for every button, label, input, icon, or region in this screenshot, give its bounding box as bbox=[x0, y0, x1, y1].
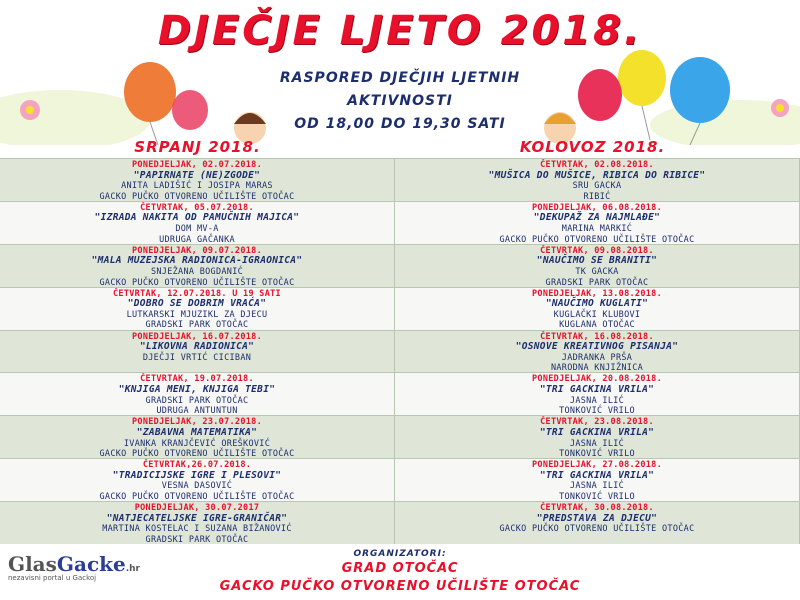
event-location: TONKOVIĆ VRILO bbox=[559, 449, 635, 459]
event-host: MARINA MARKIĆ bbox=[561, 224, 633, 235]
event-location: GRADSKI PARK OTOČAC bbox=[145, 320, 249, 330]
event-host: JASNA ILIĆ bbox=[569, 395, 625, 406]
table-row bbox=[0, 415, 800, 458]
event-title: "DEKUPAŽ ZA NAJMLAĐE" bbox=[533, 212, 661, 224]
event-location: KUGLANA OTOČAC bbox=[559, 320, 635, 330]
event-date: PONEDJELJAK, 23.07.2018. bbox=[131, 417, 263, 428]
event-host: DJEČJI VRTIĆ CICIBAN bbox=[142, 352, 252, 363]
event-date: ČETVRTAK, 30.08.2018. bbox=[540, 503, 654, 514]
logo-domain: .hr bbox=[125, 564, 140, 574]
organizer-2: GACKO PUČKO OTVORENO UČILIŠTE OTOČAC bbox=[219, 579, 581, 594]
event-title: "IZRADA NAKITA OD PAMUČNIH MAJICA" bbox=[94, 212, 300, 224]
event-location: GACKO PUČKO OTVORENO UČILIŠTE OTOČAC bbox=[99, 492, 295, 502]
organizers-label: ORGANIZATORI: bbox=[353, 549, 447, 559]
subtitle-line-3: OD 18,00 DO 19,30 SATI bbox=[294, 116, 506, 132]
event-host: IVANKA KRANJČEVIĆ OREŠKOVIĆ bbox=[123, 438, 271, 449]
event-host: MARTINA KOSTELAC I SUZANA BIŽANOVIĆ bbox=[102, 524, 292, 535]
site-logo[interactable] bbox=[8, 552, 138, 596]
july-event-cell bbox=[0, 201, 395, 244]
event-date: ČETVRTAK, 12.07.2018. U 19 SATI bbox=[113, 288, 281, 299]
event-title: "TRI GACKINA VRILA" bbox=[539, 469, 655, 481]
event-location: UDRUGA GAČANKA bbox=[159, 234, 235, 244]
page-title: DJEČJE LJETO 2018. bbox=[157, 8, 643, 54]
event-title: "PAPIRNATE (NE)ZGODE" bbox=[133, 169, 261, 181]
month-header-august: KOLOVOZ 2018. bbox=[519, 138, 666, 156]
event-date: PONEDJELJAK, 30.07.2017 bbox=[134, 503, 260, 514]
august-event-cell bbox=[395, 158, 800, 201]
event-date: PONEDJELJAK, 06.08.2018. bbox=[531, 202, 663, 213]
event-host: SNJEŽANA BOGDANIĆ bbox=[150, 266, 244, 277]
table-row bbox=[0, 201, 800, 244]
month-header-july: SRPANJ 2018. bbox=[134, 138, 261, 156]
table-row bbox=[0, 501, 800, 544]
event-date: PONEDJELJAK, 16.07.2018. bbox=[131, 331, 263, 342]
event-title: "ZABAVNA MATEMATIKA" bbox=[136, 426, 258, 438]
event-host: SRU GACKA bbox=[572, 181, 622, 192]
logo-part-2: Gacke bbox=[56, 552, 126, 576]
event-date: PONEDJELJAK, 09.07.2018. bbox=[131, 245, 263, 256]
table-row bbox=[0, 458, 800, 501]
event-date: PONEDJELJAK, 20.08.2018. bbox=[531, 374, 663, 385]
table-row bbox=[0, 244, 800, 287]
event-host: LUTKARSKI MJUZIKL ZA DJECU bbox=[126, 309, 268, 320]
event-title: "TRI GACKINA VRILA" bbox=[539, 426, 655, 438]
event-date: PONEDJELJAK, 02.07.2018. bbox=[131, 160, 263, 170]
august-event-cell bbox=[395, 415, 800, 458]
july-event-cell bbox=[0, 244, 395, 287]
event-host: VESNA DASOVIĆ bbox=[161, 481, 233, 492]
event-title: "NAUČIMO KUGLATI" bbox=[545, 298, 649, 310]
event-title: "PREDSTAVA ZA DJECU" bbox=[536, 512, 658, 524]
event-host: JASNA ILIĆ bbox=[569, 481, 625, 492]
event-host: GACKO PUČKO OTVORENO UČILIŠTE OTOČAC bbox=[499, 524, 695, 535]
july-event-cell bbox=[0, 458, 395, 501]
event-date: ČETVRTAK, 09.08.2018. bbox=[540, 245, 654, 256]
event-title: "KNJIGA MENI, KNJIGA TEBI" bbox=[118, 384, 276, 396]
subtitle-line-2: AKTIVNOSTI bbox=[347, 93, 453, 109]
event-date: ČETVRTAK, 02.08.2018. bbox=[540, 160, 654, 170]
event-date: ČETVRTAK,26.07.2018. bbox=[142, 460, 252, 471]
month-headers bbox=[0, 138, 800, 158]
event-date: PONEDJELJAK, 13.08.2018. bbox=[531, 288, 663, 299]
event-date: ČETVRTAK, 19.07.2018. bbox=[140, 374, 254, 385]
logo-tagline: nezavisni portal u Gackoj bbox=[8, 574, 97, 582]
event-location: NARODNA KNJIŽNICA bbox=[550, 363, 644, 373]
event-host: JADRANKA PRŠA bbox=[561, 352, 633, 363]
event-host: KUGLAČKI KLUBOVI bbox=[553, 309, 641, 320]
july-event-cell bbox=[0, 158, 395, 201]
event-host: TK GACKA bbox=[575, 266, 619, 277]
event-location: GACKO PUČKO OTVORENO UČILIŠTE OTOČAC bbox=[99, 191, 295, 201]
july-event-cell bbox=[0, 501, 395, 544]
event-host: JASNA ILIĆ bbox=[569, 438, 625, 449]
event-title: "DOBRO SE DOBRIM VRAĆA" bbox=[127, 298, 267, 310]
event-location: RIBIĆ bbox=[583, 191, 611, 201]
august-event-cell bbox=[395, 501, 800, 544]
event-location: GRADSKI PARK OTOČAC bbox=[145, 534, 249, 544]
july-event-cell bbox=[0, 287, 395, 330]
event-location: TONKOVIĆ VRILO bbox=[559, 406, 635, 416]
event-title: "TRI GACKINA VRILA" bbox=[539, 384, 655, 396]
logo-part-1: Glas bbox=[8, 552, 57, 576]
event-title: "NATJECATELJSKE IGRE-GRANIČAR" bbox=[106, 512, 288, 524]
august-event-cell bbox=[395, 458, 800, 501]
event-location: UDRUGA ANTUNTUN bbox=[156, 406, 238, 416]
august-event-cell bbox=[395, 244, 800, 287]
subtitle-line-1: RASPORED DJEČJIH LJETNIH bbox=[279, 70, 521, 86]
july-event-cell bbox=[0, 330, 395, 373]
event-host: ANITA LADIŠIĆ I JOSIPA MARAS bbox=[121, 181, 273, 192]
event-host: DOM MV-A bbox=[175, 224, 219, 235]
july-event-cell bbox=[0, 372, 395, 415]
event-location: TONKOVIĆ VRILO bbox=[559, 492, 635, 502]
table-row bbox=[0, 372, 800, 415]
august-event-cell bbox=[395, 287, 800, 330]
table-row bbox=[0, 287, 800, 330]
event-title: "TRADICIJSKE IGRE I PLESOVI" bbox=[112, 469, 282, 481]
table-row bbox=[0, 330, 800, 373]
event-location: GACKO PUČKO OTVORENO UČILIŠTE OTOČAC bbox=[99, 277, 295, 287]
august-event-cell bbox=[395, 330, 800, 373]
event-date: ČETVRTAK, 23.08.2018. bbox=[540, 417, 654, 428]
event-location: GACKO PUČKO OTVORENO UČILIŠTE OTOČAC bbox=[499, 234, 695, 244]
july-event-cell bbox=[0, 415, 395, 458]
event-date: ČETVRTAK, 05.07.2018. bbox=[140, 202, 254, 213]
organizer-1: GRAD OTOČAC bbox=[341, 561, 459, 576]
event-title: "OSNOVE KREATIVNOG PISANJA" bbox=[515, 341, 679, 353]
event-title: "MALA MUZEJSKA RADIONICA-IGRAONICA" bbox=[91, 255, 303, 267]
event-date: ČETVRTAK, 16.08.2018. bbox=[540, 331, 654, 342]
event-location: GACKO PUČKO OTVORENO UČILIŠTE OTOČAC bbox=[99, 449, 295, 459]
event-host: GRADSKI PARK OTOČAC bbox=[145, 395, 249, 406]
event-title: "NAUČIMO SE BRANITI" bbox=[536, 255, 658, 267]
event-title: "LIKOVNA RADIONICA" bbox=[139, 341, 255, 353]
event-title: "MUŠICA DO MUŠICE, RIBICA DO RIBICE" bbox=[488, 169, 706, 181]
schedule-table bbox=[0, 158, 800, 544]
august-event-cell bbox=[395, 372, 800, 415]
table-row bbox=[0, 158, 800, 201]
event-location: GRADSKI PARK OTOČAC bbox=[545, 277, 649, 287]
august-event-cell bbox=[395, 201, 800, 244]
event-date: PONEDJELJAK, 27.08.2018. bbox=[531, 460, 663, 471]
